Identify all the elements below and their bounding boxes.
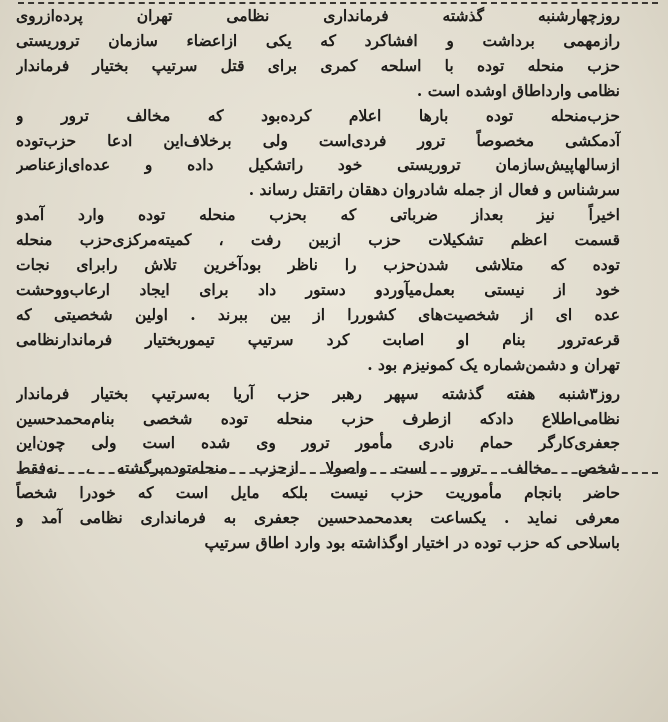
text-line: قسمت اعظم تشکیلات حزب ازبین رفت ، کمیته‌مرکزی‌حزب منحله: [16, 230, 620, 250]
text-line: اخیراً نیز بعداز ضرباتی که بحزب منحله توده وارد آمدو: [16, 205, 620, 225]
text-line: نظامی‌اطلاع دادکه ازطرف حزب منحله توده شخصی بنام‌محمدحسین: [16, 408, 620, 428]
article-paragraph: [16, 4, 656, 104]
text-line: سرشناس و فعال از جمله شادروان دهقان راتقتل رساند .: [248, 180, 620, 200]
article-paragraph: [16, 104, 656, 204]
text-line: توده که متلاشی شدن‌حزب را ناظر بودآخرین تلاش رابرای نجات: [16, 255, 620, 275]
text-line: آدمکشی مخصوصاً ترور فردی‌است ولی برخلاف‌این ادعا حزب‌توده: [16, 130, 620, 150]
text-line: روزچهارشنبه گذشته فرمانداری نظامی تهران پرده‌ازروی: [16, 6, 620, 25]
text-line: عده ای از شخصیت‌های کشوررا از بین ببرند . اولین شخصیتی که: [16, 304, 620, 324]
text-line: حاضر بانجام مأموریت حزب نیست بلکه مایل است که خودرا شخصاً: [16, 483, 620, 503]
text-line: روز۳شنبه هفته گذشته سپهر رهبر حزب آریا به‌سرتیپ بختیار فرماندار: [16, 383, 620, 403]
text-line: رازمهمی برداشت و افشاکرد که یکی ازاعضاء سازمان تروریستی: [16, 30, 620, 50]
article-paragraph: [16, 382, 656, 556]
text-line: جعفری‌کارگر حمام نادری مأمور ترور وی شده است ولی چون‌این: [16, 433, 620, 453]
text-line: معرفی نماید . یکساعت بعدمحمدحسین جعفری به فرمانداری نظامی آمد و: [16, 508, 620, 528]
text-line: حزب منحله توده با اسلحه کمری برای قتل سرتیپ بختیار فرماندار: [16, 55, 620, 75]
text-line: خود از نیستی بعمل‌میآوردو دستور داد برای ایجاد ارعاب‌ووحشت: [16, 279, 620, 299]
article-column: [16, 4, 656, 722]
text-line: شخص مخالف ترور است واصولا ازحزب منحله‌توده‌برگشته ، نه‌فقط: [16, 458, 620, 478]
text-line: نظامی وارداطاق اوشده است .: [416, 80, 620, 100]
text-line: باسلاحی که حزب توده در اختیار اوگذاشته بود وارد اطاق سرتیپ: [204, 533, 620, 553]
text-line: ازسالهاپیش‌سازمان تروریستی خود راتشکیل داده و عده‌ای‌ازعناصر: [16, 155, 620, 175]
text-line: حزب‌منحله توده بارها اعلام کرده‌بود که مخالف ترور و: [16, 105, 620, 125]
section-dashed-rule: [18, 472, 658, 474]
text-line: قرعه‌ترور بنام او اصابت کرد سرتیپ تیموربختیار فرماندارنظامی: [16, 329, 620, 349]
text-line: تهران و دشمن‌شماره یک کمونیزم بود .: [367, 354, 620, 374]
article-paragraph: [16, 203, 656, 377]
